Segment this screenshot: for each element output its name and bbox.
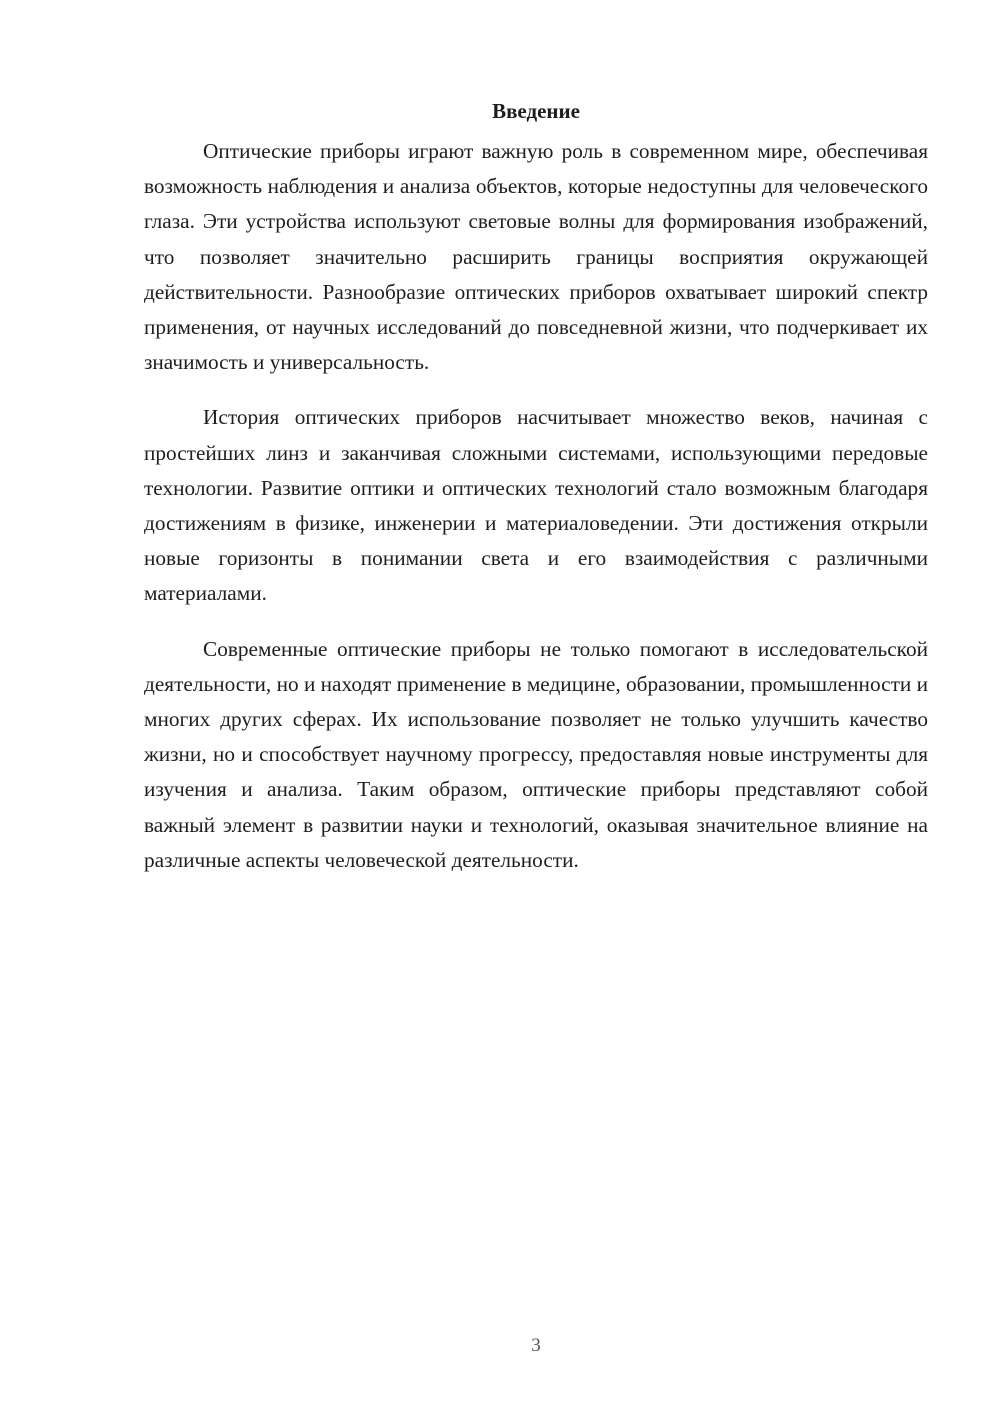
paragraph-1: Оптические приборы играют важную роль в современном мире, обеспечивая возможность наблюдения и анализа объектов, которые недоступны для человеческого глаза. Эти устройства используют световые волны для формирования изображений, что позволяет значительно расширить границы восприятия окружающей действительности. Разнообразие оптических приборов охватывает широкий спектр применения, от научных исследований до повседневной жизни, что подчеркивает их значимость и универсальность. (144, 139, 928, 375)
page-number: 3 (531, 1335, 541, 1356)
paragraph-2: История оптических приборов насчитывает множество веков, начиная с простейших линз и заканчивая сложными системами, использующими передовые технологии. Развитие оптики и оптических технологий стало возможным благодаря достижениям в физике, инженерии и материаловедении. Эти достижения открыли новые горизонты в понимании света и его взаимодействия с различными материалами. (144, 405, 928, 606)
paragraph-3: Современные оптические приборы не только помогают в исследовательской деятельности, но и находят применение в медицине, образовании, промышленности и многих других сферах. Их использование позволяет не только улучшить качество жизни, но и способствует научному прогрессу, предоставляя новые инструменты для изучения и анализа. Таким образом, оптические приборы представляют собой важный элемент в развитии науки и технологий, оказывая значительное влияние на различные аспекты человеческой деятельности. (144, 636, 928, 872)
section-title: Введение (492, 99, 580, 123)
page-content (144, 98, 928, 898)
